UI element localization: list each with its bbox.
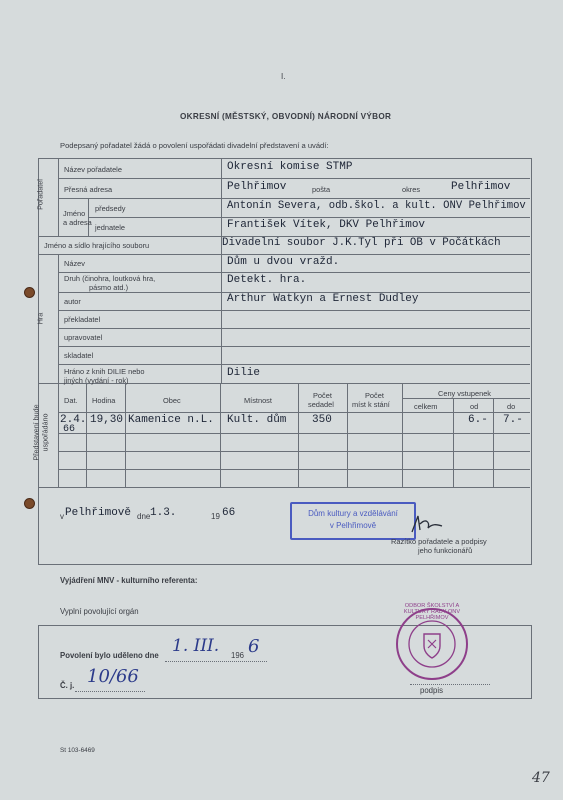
label-prekladatel: překladatel xyxy=(64,315,101,324)
cj-value: 10/66 xyxy=(87,666,139,687)
poradatel-side-label: Pořadatel xyxy=(35,179,45,210)
col-mistnost: Místnost xyxy=(244,396,272,405)
col-pocet-mist-1: Počet xyxy=(365,391,384,400)
label-soubor: Jméno a sídlo hrajícího souboru xyxy=(44,241,150,250)
request-line: Podepsaný pořadatel žádá o povolení uspořádati divadelní představení a uvádí: xyxy=(60,141,329,150)
hra-side-label: Hra xyxy=(35,312,45,325)
dkv-stamp-line-2: v Pelhřimově xyxy=(329,521,377,530)
row-hodina: 19,30 xyxy=(90,414,124,426)
footer-code: St 103-6469 xyxy=(60,747,95,754)
povoleni-date: 1. III. xyxy=(172,636,220,656)
sign-place: Pelhřimově xyxy=(65,507,132,519)
label-predsedy: předsedy xyxy=(95,204,126,213)
round-stamp xyxy=(394,603,470,682)
vypln-label: Vyplní povolující orgán xyxy=(60,607,139,616)
page-title: OKRESNÍ (MĚSTSKÝ, OBVODNÍ) NÁRODNÍ VÝBOR xyxy=(180,112,392,121)
dkv-stamp xyxy=(290,502,416,540)
row-obec: Kamenice n.L. xyxy=(128,414,214,426)
dkv-stamp-line-1: Dům kultury a vzdělávání xyxy=(308,509,398,518)
label-druh-2: pásmo atd.) xyxy=(89,283,129,292)
signature-scribble xyxy=(408,512,446,538)
label-hrano-2: jiných (vydání - rok) xyxy=(64,376,129,385)
col-pocet-sedadel-1: Počet xyxy=(313,391,332,400)
value-mesto: Pelhřimov xyxy=(227,181,287,193)
vyjadreni-label: Vyjádření MNV - kulturního referenta: xyxy=(60,576,198,585)
value-hra-nazev: Dům u dvou vražd. xyxy=(227,256,340,268)
row-mistnost: Kult. dům xyxy=(227,414,287,426)
label-nazev-poradatele: Název pořadatele xyxy=(64,165,122,174)
label-nazev: Název xyxy=(64,259,85,268)
povoleni-year-prefix: 196 xyxy=(231,651,245,660)
label-a-adresa: a adresa xyxy=(63,218,92,227)
punch-hole xyxy=(24,287,35,298)
col-hodina: Hodina xyxy=(92,396,116,405)
label-presna-adresa: Přesná adresa xyxy=(64,185,113,194)
row-do: 7.- xyxy=(503,414,523,426)
label-druh-1: Druh (činohra, loutková hra, xyxy=(64,274,156,283)
predstaveni-side-label-1: Představení bude xyxy=(31,404,41,461)
label-dne: dne xyxy=(137,512,151,521)
label-skladatel: skladatel xyxy=(64,351,94,360)
row-dat-2: 66 xyxy=(63,424,76,435)
punch-hole xyxy=(24,498,35,509)
cj-label: Č. j. xyxy=(60,681,75,690)
col-pocet-sedadel-2: sedadel xyxy=(308,400,334,409)
sign-year: 66 xyxy=(222,507,236,519)
roman-numeral: I. xyxy=(281,72,286,81)
value-autor: Arthur Watkyn a Ernest Dudley xyxy=(227,293,419,305)
label-v: v xyxy=(60,512,64,521)
label-posta: pošta xyxy=(312,185,331,194)
predstaveni-side-label-2: uspořádáno xyxy=(40,413,50,452)
sign-day: 1.3. xyxy=(150,507,177,519)
value-predseda: Antonín Severa, odb.škol. a kult. ONV Pelhřimov xyxy=(227,200,526,212)
page-number: 47 xyxy=(532,770,550,786)
podpis-label: podpis xyxy=(420,686,443,695)
label-year-prefix: 19 xyxy=(211,512,220,521)
value-jednatel: František Vítek, DKV Pelhřimov xyxy=(227,219,426,231)
row-dat-1: 2.4. xyxy=(60,414,87,426)
label-upravovatel: upravovatel xyxy=(64,333,103,342)
row-sedadel: 350 xyxy=(312,414,332,426)
razitko-label-2: jeho funkcionářů xyxy=(418,546,473,555)
label-jmeno: Jméno xyxy=(63,209,86,218)
value-hrano: Dilie xyxy=(227,367,261,379)
col-ceny: Ceny vstupenek xyxy=(438,389,491,398)
col-obec: Obec xyxy=(163,396,181,405)
value-nazev-poradatele: Okresní komise STMP xyxy=(227,161,353,173)
razitko-label-1: Razítko pořadatele a podpisy xyxy=(391,537,487,546)
povoleni-label: Povolení bylo uděleno dne xyxy=(60,651,159,660)
col-od: od xyxy=(470,402,479,411)
label-okres: okres xyxy=(402,185,421,194)
col-pocet-mist-2: míst k stání xyxy=(352,400,390,409)
label-hrano-1: Hráno z knih DILIE nebo xyxy=(64,367,145,376)
col-dat: Dat. xyxy=(64,396,78,405)
col-celkem: celkem xyxy=(414,402,438,411)
col-do: do xyxy=(507,402,516,411)
label-autor: autor xyxy=(64,297,81,306)
povoleni-year-digit: 6 xyxy=(248,636,260,657)
row-od: 6.- xyxy=(468,414,488,426)
value-soubor: Divadelní soubor J.K.Tyl při OB v Počátkách xyxy=(222,237,501,249)
round-stamp-text: ODBOR ŠKOLSTVÍ A KULTURY RADY ONV PELHŘIMOV xyxy=(403,603,461,622)
label-jednatele: jednatele xyxy=(95,223,125,232)
value-okres: Pelhřimov xyxy=(451,181,511,193)
value-druh: Detekt. hra. xyxy=(227,274,307,286)
